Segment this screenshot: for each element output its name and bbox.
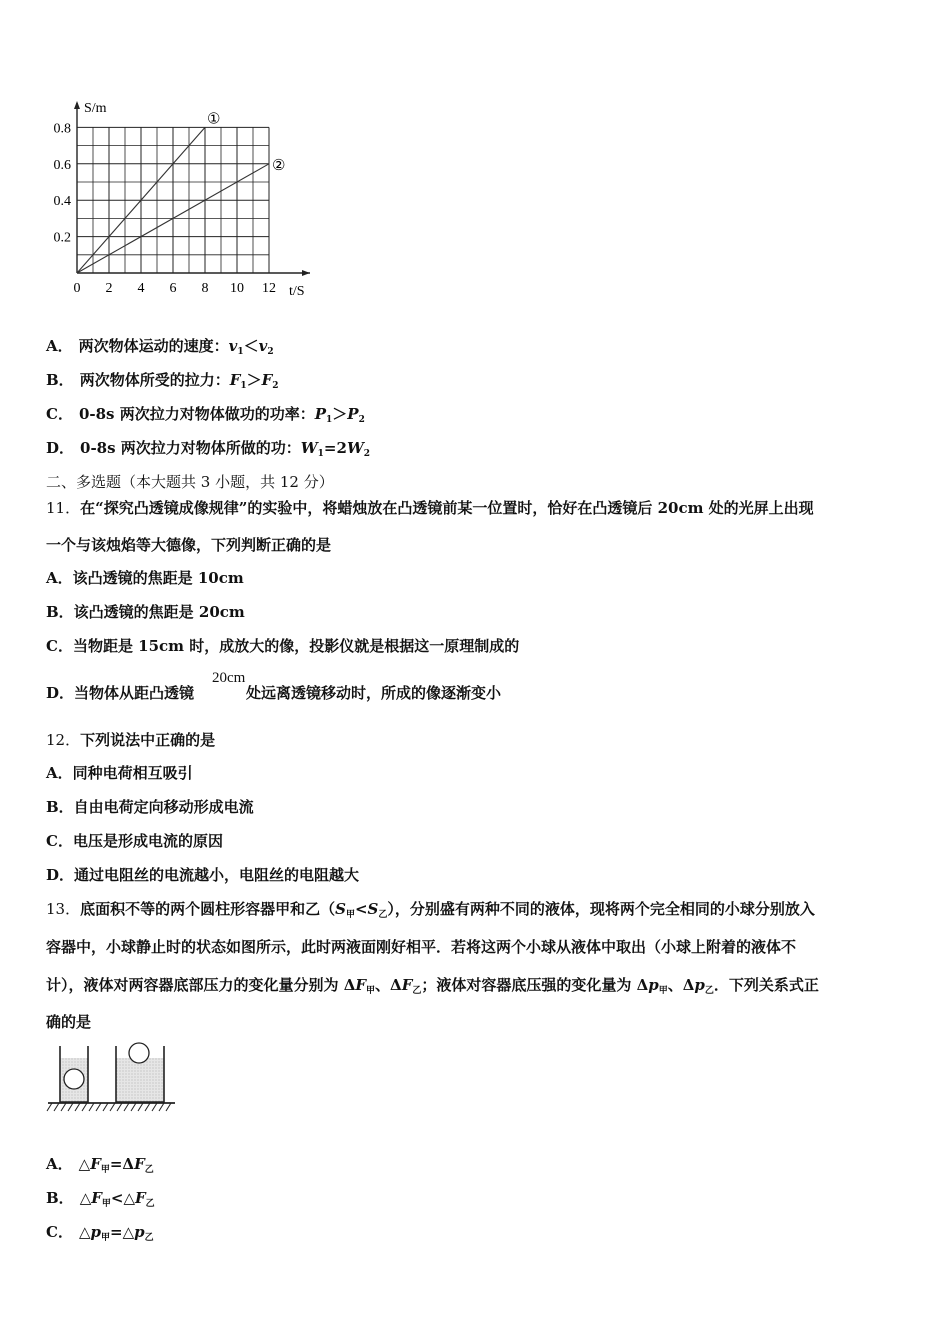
q10-option-a: A． 两次物体运动的速度：$v_1<v_2$ <box>46 337 274 357</box>
s-t-chart <box>40 95 330 305</box>
q11-option-a: A．该凸透镜的焦距是 10cm <box>46 569 244 587</box>
x-tick-label: 4 <box>137 281 145 296</box>
x-tick-label: 6 <box>169 281 177 296</box>
q12-option-d: D．通过电阻丝的电流越小，电阻丝的电阻越大 <box>46 866 360 884</box>
chart-grid <box>77 127 269 273</box>
q12-option-b: B．自由电荷定向移动形成电流 <box>46 798 254 816</box>
x-tick-label: 0 <box>73 281 81 296</box>
ground-hatch-line <box>152 1103 157 1111</box>
ground-hatch-line <box>117 1103 122 1111</box>
q11-stem-line1: 11．在“探究凸透镜成像规律”的实验中，将蜡烛放在凸透镜前某一位置时，恰好在凸透镜后 20cm 处的光屏上出现 <box>46 499 814 517</box>
containers-diagram <box>44 1040 179 1115</box>
q12-stem: 12．下列说法中正确的是 <box>46 731 216 749</box>
q10-option-d: D． 0-8s 两次拉力对物体所做的功：$W_1=2W_2$ <box>46 439 371 459</box>
ground-hatch-line <box>138 1103 143 1111</box>
y-tick-label: 0.2 <box>53 230 71 246</box>
ground-hatch-line <box>131 1103 136 1111</box>
ground-hatch-line <box>68 1103 73 1111</box>
ground-hatch-line <box>103 1103 108 1111</box>
ground-hatch-line <box>124 1103 129 1111</box>
x-axis-label: t/S <box>289 284 305 299</box>
ground-hatch-line <box>47 1103 52 1111</box>
container-yi-liquid <box>116 1058 164 1102</box>
q11-option-c: C．当物距是 15cm 时，成放大的像，投影仪就是根据这一原理制成的 <box>46 637 520 655</box>
q10-option-c: C． 0-8s 两次拉力对物体做功的功率：$P_1>P_2$ <box>46 405 365 425</box>
x-axis-arrow <box>302 270 310 276</box>
y-axis-arrow <box>74 101 80 109</box>
x-tick-label: 10 <box>230 281 244 296</box>
ground-hatch-line <box>166 1103 171 1111</box>
q13-option-a: A． $\triangle F_甲=\Delta F_乙$ <box>46 1155 154 1175</box>
ground-hatch-line <box>89 1103 94 1111</box>
q13-stem-line4: 确的是 <box>46 1013 92 1031</box>
ground-hatch-line <box>159 1103 164 1111</box>
q12-option-c: C．电压是形成电流的原因 <box>46 832 223 850</box>
x-tick-label: 2 <box>105 281 113 296</box>
ground-hatch-line <box>82 1103 87 1111</box>
ground-hatch-line <box>75 1103 80 1111</box>
ground-hatch-line <box>110 1103 115 1111</box>
y-tick-label: 0.4 <box>53 194 71 210</box>
q11-option-d: D．当物体从距凸透镜 处远离透镜移动时，所成的像逐渐变小 <box>46 684 502 702</box>
y-tick-label: 0.8 <box>53 121 71 137</box>
ground-hatch-line <box>145 1103 150 1111</box>
q11-stem-line2: 一个与该烛焰等大德像，下列判断正确的是 <box>46 536 332 554</box>
y-axis-label: S/m <box>84 101 107 116</box>
ball-yi <box>129 1043 149 1063</box>
ground-hatch-line <box>96 1103 101 1111</box>
q13-stem-line3: 计），液体对两容器底部压力的变化量分别为 $\Delta F_甲$、$\Delta F_乙$；液体对容器底压强的变化量为 $\Delta p_甲$、$\Delta p_乙$．下列关系式正 <box>46 976 819 996</box>
series-label-1: ① <box>207 111 221 128</box>
y-tick-label: 0.6 <box>53 157 71 173</box>
q13-stem-line1: 13．底面积不等的两个圆柱形容器甲和乙$(S_甲<S_乙)$，分别盛有两种不同的液体，现将两个完全相同的小球分别放入 <box>46 900 815 920</box>
q13-option-b: B． $\triangle F_甲<\triangle F_乙$ <box>46 1189 155 1209</box>
x-tick-label: 12 <box>262 281 276 296</box>
q10-option-b: B． 两次物体所受的拉力：$F_1>F_2$ <box>46 371 279 391</box>
series-label-2: ② <box>272 157 286 174</box>
q13-option-c: C． $\triangle p_甲=\triangle p_乙$ <box>46 1223 154 1243</box>
ground-hatch <box>47 1103 171 1111</box>
ground-hatch-line <box>61 1103 66 1111</box>
q11-option-b: B．该凸透镜的焦距是 20cm <box>46 603 245 621</box>
ball-jia <box>64 1069 84 1089</box>
chart-series <box>77 111 285 273</box>
ground-hatch-line <box>54 1103 59 1111</box>
x-tick-label: 8 <box>201 281 209 296</box>
q11-option-d-distance: 20cm <box>212 670 246 686</box>
q12-option-a: A．同种电荷相互吸引 <box>46 764 193 782</box>
q13-stem-line2: 容器中，小球静止时的状态如图所示，此时两液面刚好相平．若将这两个小球从液体中取出（小球上附着的液体不 <box>46 938 797 956</box>
section-multi-choice-heading: 二、多选题（本大题共 3 小题，共 12 分） <box>46 473 334 491</box>
